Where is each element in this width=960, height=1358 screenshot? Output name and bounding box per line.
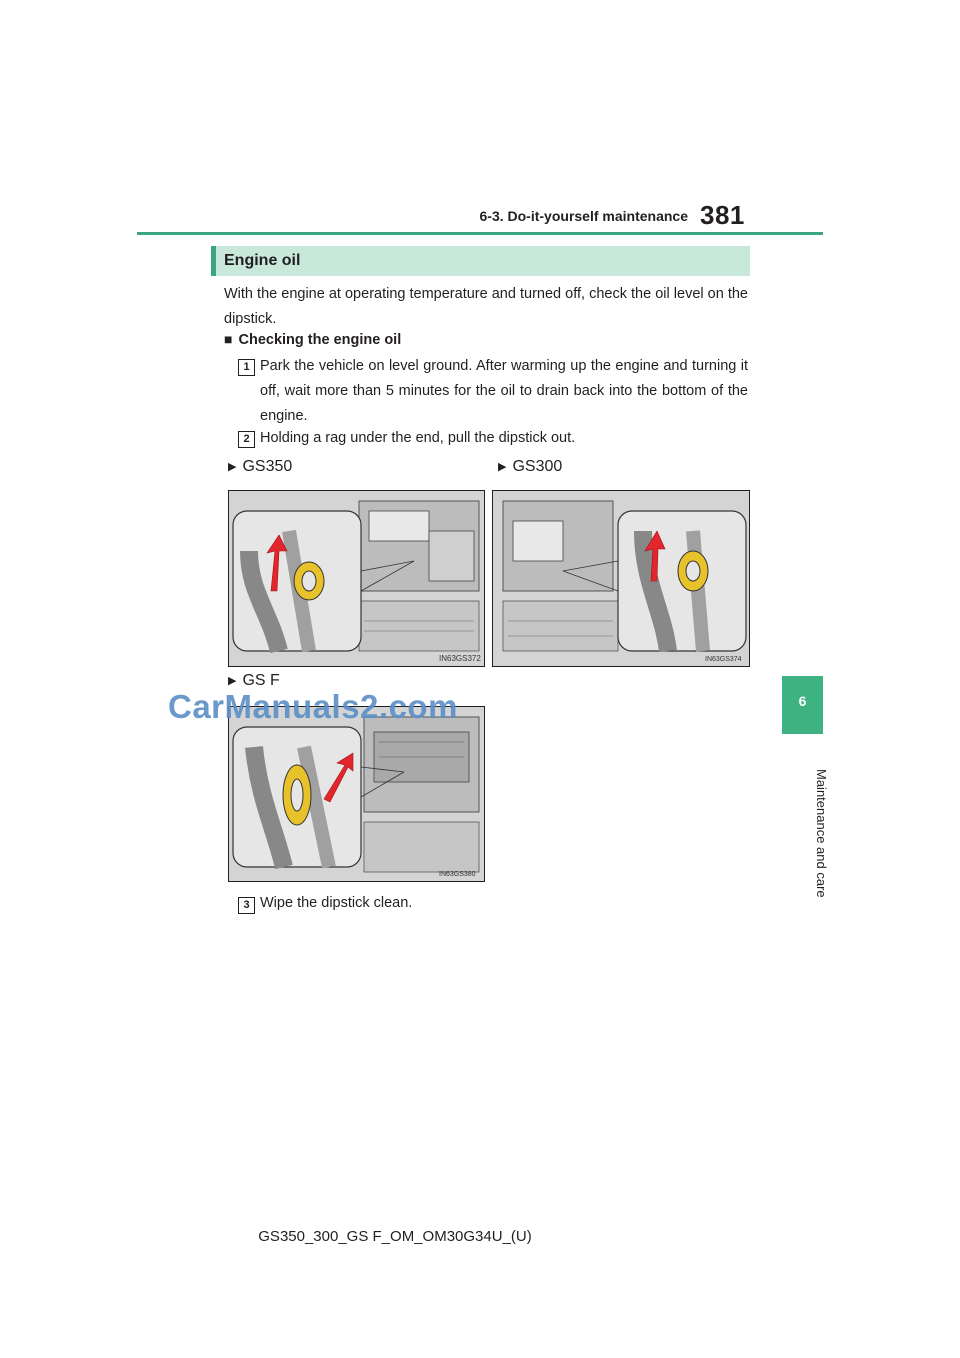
subheading	[224, 331, 401, 348]
engine-illustration-gsf	[228, 706, 485, 882]
model-name: GS300	[512, 458, 563, 475]
engine-illustration-gs300	[492, 490, 750, 667]
model-label-gs350	[228, 458, 292, 476]
footer-document-code: GS350_300_GS F_OM_OM30G34U_(U)	[258, 1228, 532, 1245]
subheading-text: Checking the engine oil	[238, 332, 402, 348]
watermark: CarManuals2.com	[168, 688, 458, 725]
model-name: GS F	[242, 672, 280, 689]
step-text: Holding a rag under the end, pull the dipstick out.	[260, 430, 576, 446]
step-number-box: 1	[238, 359, 255, 376]
section-title: Engine oil	[224, 252, 301, 269]
image-code: IN63GS374	[705, 656, 742, 663]
section-title-bar	[211, 246, 750, 276]
header-rule	[137, 232, 823, 235]
engine-drawing-icon	[229, 491, 484, 666]
chapter-tab-number: 6	[798, 693, 807, 709]
model-label-gs300	[498, 458, 562, 476]
image-code: IN63GS372	[439, 654, 481, 663]
square-bullet-icon: ■	[224, 331, 233, 347]
model-name: GS350	[242, 458, 293, 475]
step-text: Park the vehicle on level ground. After warming up the engine and turning it off, wait more than 5 minutes for the oil to drain back into the bottom of the engine.	[260, 358, 748, 424]
step-number-box: 3	[238, 897, 255, 914]
step-number-box: 2	[238, 431, 255, 448]
triangle-marker-icon: ▶	[498, 461, 507, 473]
chapter-tab-label: Maintenance and care	[814, 769, 829, 898]
intro-paragraph: With the engine at operating temperature and turned off, check the oil level on the dipstick.	[224, 286, 748, 327]
image-code: IN63GS380	[439, 871, 476, 878]
header-section-title: 6-3. Do-it-yourself maintenance	[479, 208, 688, 224]
triangle-marker-icon: ▶	[228, 461, 237, 473]
step-text: Wipe the dipstick clean.	[260, 895, 413, 911]
page-number: 381	[700, 200, 745, 230]
section-title-strip	[211, 246, 216, 276]
engine-drawing-icon	[229, 707, 484, 881]
engine-drawing-icon	[493, 491, 749, 666]
engine-illustration-gs350	[228, 490, 485, 667]
triangle-marker-icon: ▶	[228, 675, 237, 687]
